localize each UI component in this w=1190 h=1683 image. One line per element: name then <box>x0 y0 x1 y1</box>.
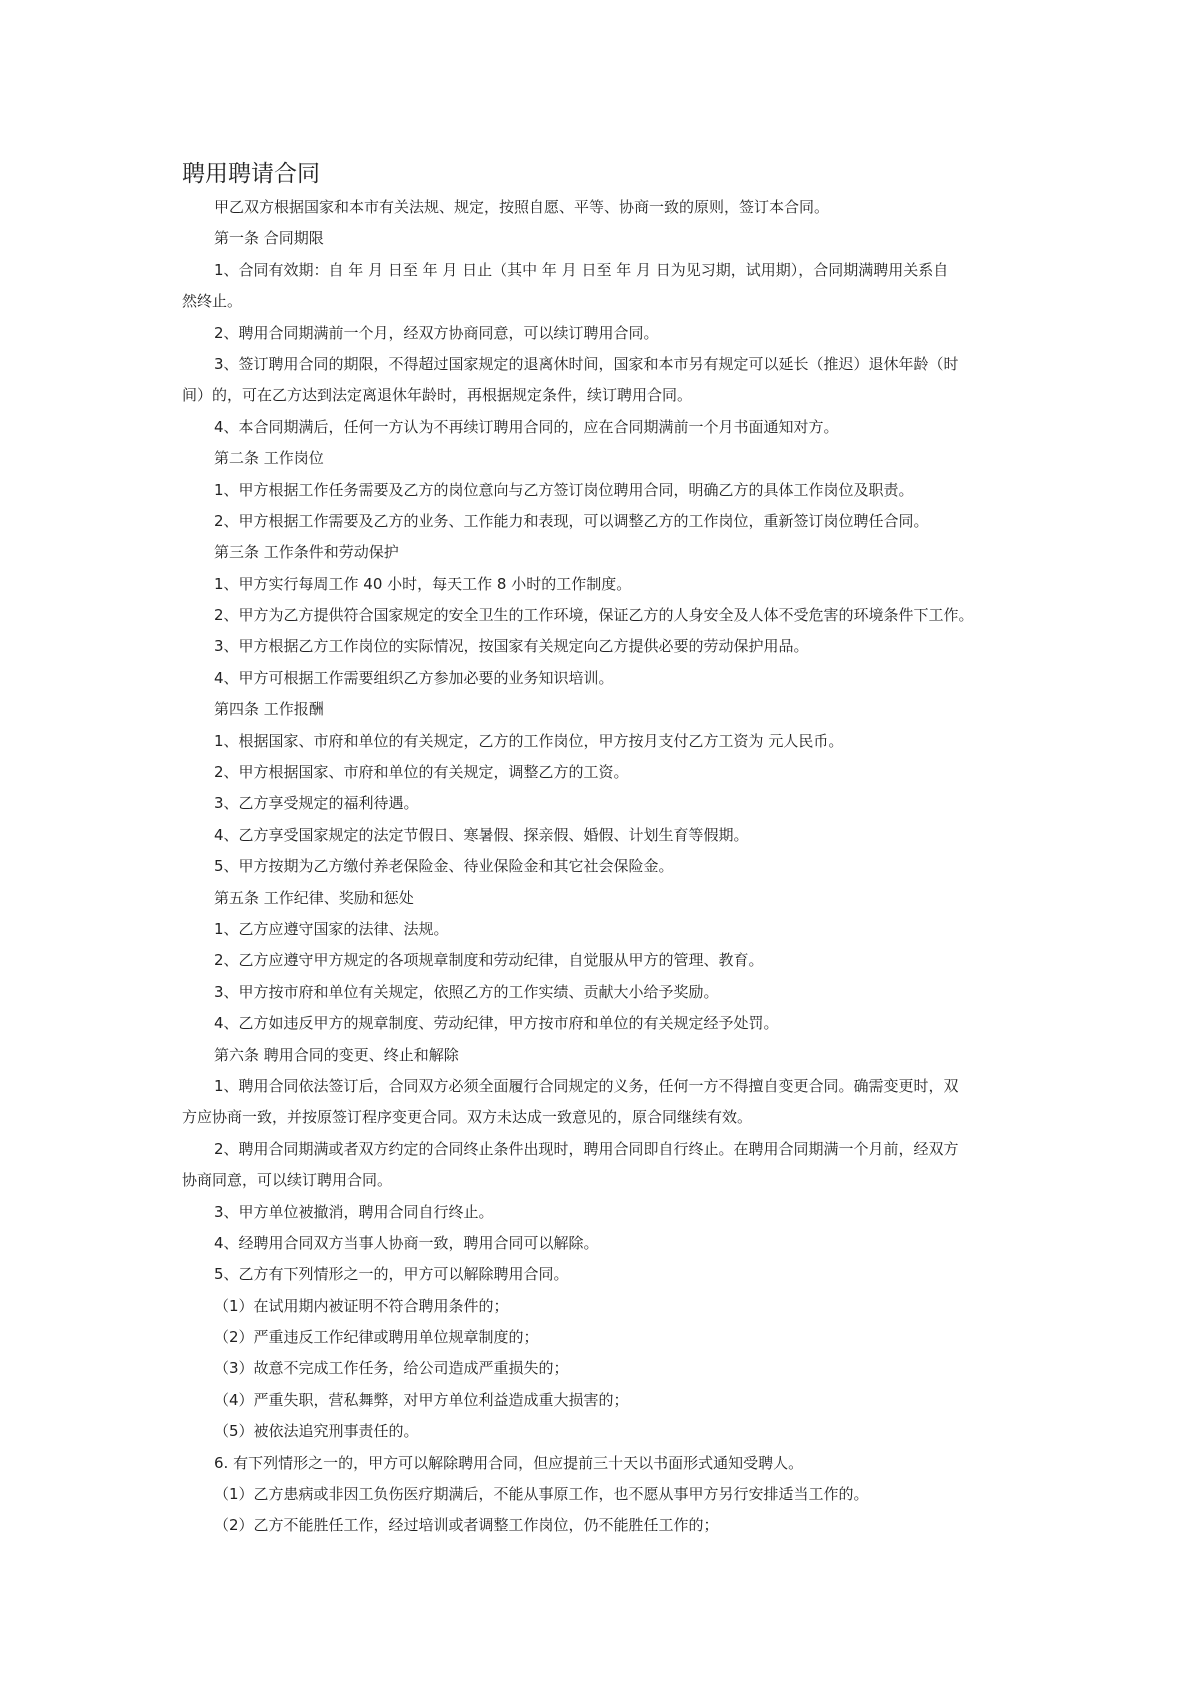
document-line: （5）被依法追究刑事责任的。 <box>214 1422 419 1441</box>
document-line: 2、聘用合同期满前一个月，经双方协商同意，可以续订聘用合同。 <box>214 323 659 342</box>
document-line: （3）故意不完成工作任务，给公司造成严重损失的； <box>214 1359 569 1378</box>
document-line: 2、聘用合同期满或者双方约定的合同终止条件出现时，聘用合同即自行终止。在聘用合同期满一个月前，经双方 <box>214 1139 959 1158</box>
document-line: 1、合同有效期：自 年 月 日至 年 月 日止（其中 年 月 日至 年 月 日为见习期，试用期），合同期满聘用关系自 <box>214 260 949 279</box>
document-line: 3、乙方享受规定的福利待遇。 <box>214 794 419 813</box>
document-line: （1）在试用期内被证明不符合聘用条件的； <box>214 1296 509 1315</box>
document-line: 4、经聘用合同双方当事人协商一致，聘用合同可以解除。 <box>214 1233 599 1252</box>
document-line: 第六条 聘用合同的变更、终止和解除 <box>214 1045 459 1064</box>
document-line: 2、甲方根据工作需要及乙方的业务、工作能力和表现，可以调整乙方的工作岗位，重新签订岗位聘任合同。 <box>214 511 929 530</box>
document-line: 3、甲方按市府和单位有关规定，依照乙方的工作实绩、贡献大小给予奖励。 <box>214 982 719 1001</box>
document-line: 4、乙方如违反甲方的规章制度、劳动纪律，甲方按市府和单位的有关规定经予处罚。 <box>214 1014 779 1033</box>
document-line: 第二条 工作岗位 <box>214 449 324 468</box>
document-line: 3、甲方根据乙方工作岗位的实际情况，按国家有关规定向乙方提供必要的劳动保护用品。 <box>214 637 809 656</box>
document-line: 1、聘用合同依法签订后，合同双方必须全面履行合同规定的义务，任何一方不得擅自变更合同。确需变更时，双 <box>214 1076 959 1095</box>
document-line: 第五条 工作纪律、奖励和惩处 <box>214 888 414 907</box>
document-line: 1、甲方根据工作任务需要及乙方的岗位意向与乙方签订岗位聘用合同，明确乙方的具体工作岗位及职责。 <box>214 480 914 499</box>
document-line: 6. 有下列情形之一的，甲方可以解除聘用合同，但应提前三十天以书面形式通知受聘人。 <box>214 1453 804 1472</box>
document-line: 方应协商一致，并按原签订程序变更合同。双方未达成一致意见的，原合同继续有效。 <box>182 1108 753 1127</box>
document-line: 然终止。 <box>182 292 243 311</box>
document-line: 第四条 工作报酬 <box>214 700 324 719</box>
document-line: （2）严重违反工作纪律或聘用单位规章制度的； <box>214 1328 539 1347</box>
document-line: 2、乙方应遵守甲方规定的各项规章制度和劳动纪律，自觉服从甲方的管理、教育。 <box>214 951 764 970</box>
document-line: 4、乙方享受国家规定的法定节假日、寒暑假、探亲假、婚假、计划生育等假期。 <box>214 825 749 844</box>
document-line: 3、甲方单位被撤消，聘用合同自行终止。 <box>214 1202 494 1221</box>
document-line: 甲乙双方根据国家和本市有关法规、规定，按照自愿、平等、协商一致的原则，签订本合同。 <box>214 198 830 216</box>
document-line: （1）乙方患病或非因工负伤医疗期满后，不能从事原工作，也不愿从事甲方另行安排适当工作的。 <box>214 1485 869 1504</box>
document-page <box>182 156 1020 1542</box>
document-line: 1、乙方应遵守国家的法律、法规。 <box>214 919 449 938</box>
document-line: 2、甲方为乙方提供符合国家规定的安全卫生的工作环境，保证乙方的人身安全及人体不受危害的环境条件下工作。 <box>214 606 974 625</box>
document-line: 1、根据国家、市府和单位的有关规定，乙方的工作岗位，甲方按月支付乙方工资为 元人民币。 <box>214 731 844 750</box>
document-body <box>182 192 1020 1542</box>
document-title: 聘用聘请合同 <box>182 161 320 187</box>
document-line: 间）的，可在乙方达到法定离退休年龄时，再根据规定条件，续订聘用合同。 <box>182 386 693 405</box>
document-line: 1、甲方实行每周工作 40 小时，每天工作 8 小时的工作制度。 <box>214 574 632 593</box>
document-line: （2）乙方不能胜任工作，经过培训或者调整工作岗位，仍不能胜任工作的； <box>214 1516 719 1535</box>
document-line: 3、签订聘用合同的期限，不得超过国家规定的退离休时间，国家和本市另有规定可以延长（推迟）退休年龄（时 <box>214 354 959 373</box>
document-line: （4）严重失职，营私舞弊，对甲方单位利益造成重大损害的； <box>214 1390 629 1409</box>
document-line: 第一条 合同期限 <box>214 229 324 248</box>
document-line: 5、甲方按期为乙方缴付养老保险金、待业保险金和其它社会保险金。 <box>214 857 674 876</box>
document-line: 2、甲方根据国家、市府和单位的有关规定，调整乙方的工资。 <box>214 763 629 782</box>
document-line: 协商同意，可以续订聘用合同。 <box>182 1171 393 1190</box>
document-line: 第三条 工作条件和劳动保护 <box>214 543 399 562</box>
document-line: 4、甲方可根据工作需要组织乙方参加必要的业务知识培训。 <box>214 668 614 687</box>
document-line: 4、本合同期满后，任何一方认为不再续订聘用合同的，应在合同期满前一个月书面通知对方。 <box>214 417 839 436</box>
document-line: 5、乙方有下列情形之一的，甲方可以解除聘用合同。 <box>214 1265 569 1284</box>
